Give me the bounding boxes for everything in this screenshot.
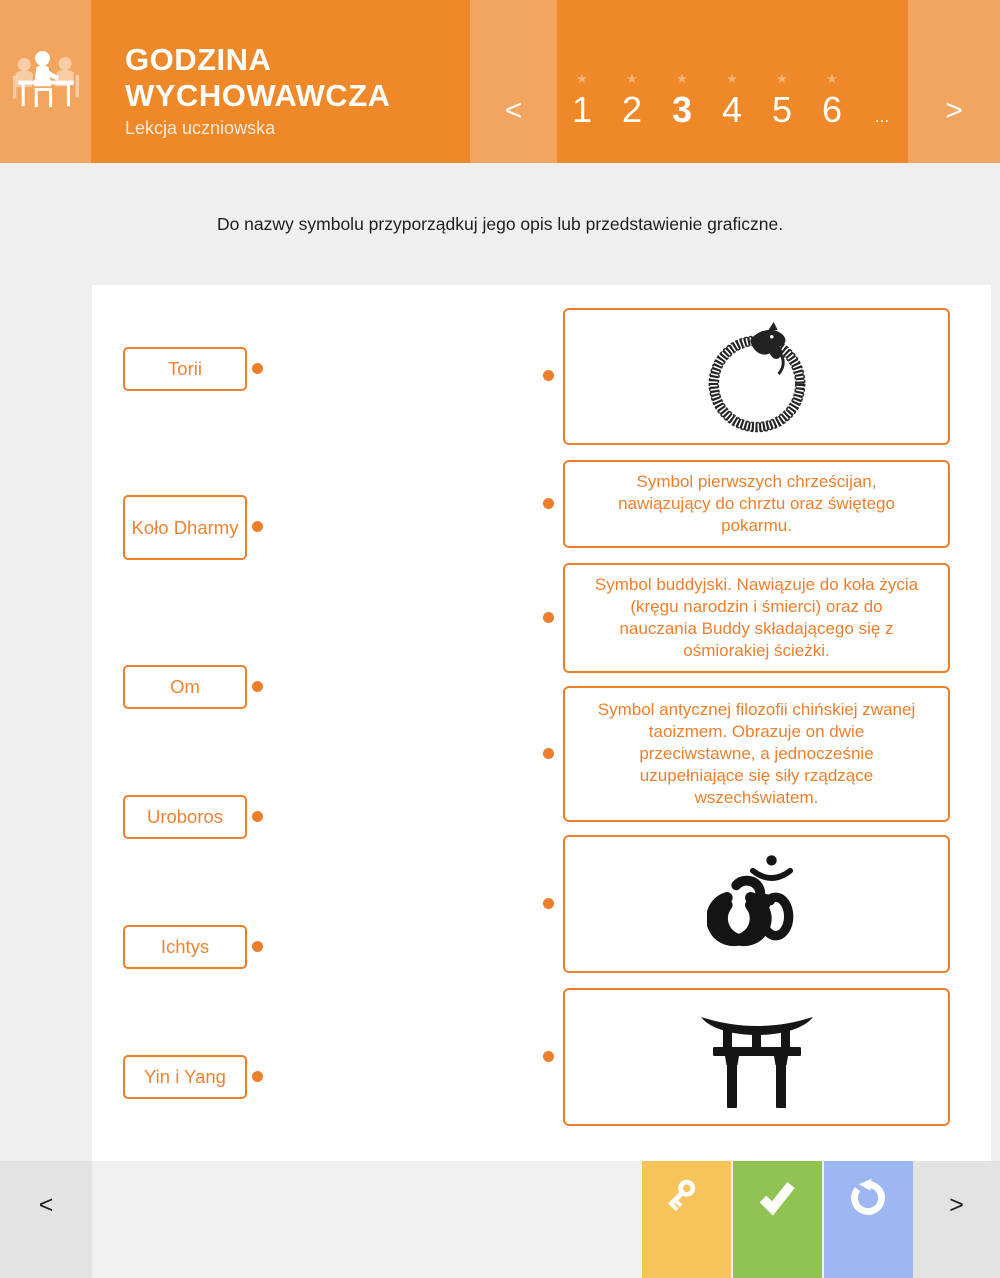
check-answers-button[interactable] — [733, 1161, 822, 1278]
page-number-3-active[interactable] — [657, 0, 707, 163]
header — [0, 0, 1000, 163]
uroboros-image — [701, 317, 813, 437]
reset-icon — [846, 1175, 890, 1219]
teacher-students-icon — [6, 40, 86, 122]
app-logo — [0, 0, 91, 163]
page-number-label: 1 — [571, 89, 593, 130]
om-symbol-image — [707, 850, 807, 958]
page-number-1[interactable] — [557, 0, 607, 163]
matching-panel — [92, 285, 991, 1161]
match-box-text: Symbol pierwszych chrześcijan, nawiązujący do chrztu oraz świętego pokarmu. — [618, 472, 895, 535]
connector-dot-term-4[interactable] — [252, 811, 263, 822]
match-box-text: Symbol antycznej filozofii chińskiej zwanej taoizmem. Obrazuje on dwie przeciwstawne, a jednocześnie uzupełniające się siły rządzące wszechświatem. — [597, 700, 916, 807]
instruction-zone — [0, 163, 1000, 285]
page-number-label: 6 — [821, 89, 843, 130]
match-box-uroboros-image[interactable] — [563, 308, 950, 445]
lesson-next-button[interactable]: > — [945, 94, 963, 127]
term-button-om[interactable]: Om — [123, 665, 247, 709]
lesson-prev-block — [470, 0, 557, 163]
page-number-6[interactable] — [807, 0, 857, 163]
term-button-yin-i-yang[interactable]: Yin i Yang — [123, 1055, 247, 1099]
term-button-uroboros[interactable]: Uroboros — [123, 795, 247, 839]
connector-dot-match-5[interactable] — [543, 898, 554, 909]
reset-button[interactable] — [824, 1161, 913, 1278]
task-instruction: Do nazwy symbolu przyporządkuj jego opis lub przedstawienie graficzne. — [216, 213, 784, 234]
page-number-label: 5 — [771, 89, 793, 130]
app-title-line1: GODZINA — [125, 42, 272, 77]
match-box-text: Symbol buddyjski. Nawiązuje do koła życia (kręgu narodzin i śmierci) oraz do nauczania Buddy składającego się z ośmiorakiej ścieżki. — [594, 575, 919, 660]
app-subtitle: Lekcja uczniowska — [125, 118, 276, 138]
match-box-description-kolo-dharmy[interactable] — [563, 563, 950, 673]
page-number-label: ... — [874, 107, 890, 126]
footer-prev-area — [0, 1161, 92, 1278]
connector-dot-match-1[interactable] — [543, 370, 554, 381]
page-number-5[interactable] — [757, 0, 807, 163]
page-number-label: 4 — [721, 89, 743, 130]
connector-dot-term-5[interactable] — [252, 941, 263, 952]
star-icon: ★ — [726, 71, 738, 86]
answer-key-button[interactable] — [642, 1161, 731, 1278]
app-title-line2: WYCHOWAWCZA — [125, 78, 391, 113]
connector-dot-match-4[interactable] — [543, 748, 554, 759]
connector-dot-term-3[interactable] — [252, 681, 263, 692]
match-box-description-yin-i-yang[interactable] — [563, 686, 950, 822]
page-number-more[interactable] — [857, 0, 907, 163]
footer-next-button[interactable]: > — [949, 1191, 964, 1219]
page-number-label: 2 — [621, 89, 643, 130]
footer-prev-button[interactable]: < — [38, 1191, 54, 1219]
match-box-om-image[interactable] — [563, 835, 950, 973]
connector-dot-term-6[interactable] — [252, 1071, 263, 1082]
page-number-2[interactable] — [607, 0, 657, 163]
term-button-kolo-dharmy[interactable]: Koło Dharmy — [123, 495, 247, 560]
match-box-description-ichtys[interactable] — [563, 460, 950, 548]
footer — [0, 1161, 1000, 1278]
term-button-ichtys[interactable]: Ichtys — [123, 925, 247, 969]
lesson-pagination — [557, 0, 908, 163]
connector-dot-match-2[interactable] — [543, 498, 554, 509]
check-icon — [755, 1175, 799, 1219]
lesson-prev-button[interactable]: < — [504, 94, 523, 127]
term-button-torii[interactable]: Torii — [123, 347, 247, 391]
star-icon: ★ — [676, 71, 688, 86]
title-block — [91, 0, 470, 163]
connector-dot-match-6[interactable] — [543, 1051, 554, 1062]
app-title — [125, 42, 391, 114]
key-icon — [664, 1175, 708, 1219]
connector-dot-term-2[interactable] — [252, 521, 263, 532]
lesson-next-block — [908, 0, 1000, 163]
star-icon: ★ — [626, 71, 638, 86]
connector-dot-term-1[interactable] — [252, 363, 263, 374]
star-icon: ★ — [776, 71, 788, 86]
star-icon: ★ — [576, 71, 588, 86]
connector-dot-match-3[interactable] — [543, 612, 554, 623]
star-icon: ★ — [826, 71, 838, 86]
match-box-torii-image[interactable] — [563, 988, 950, 1126]
page-number-4[interactable] — [707, 0, 757, 163]
footer-next-area — [913, 1161, 1000, 1278]
torii-gate-image — [699, 1005, 815, 1109]
page-number-label: 3 — [671, 89, 693, 130]
